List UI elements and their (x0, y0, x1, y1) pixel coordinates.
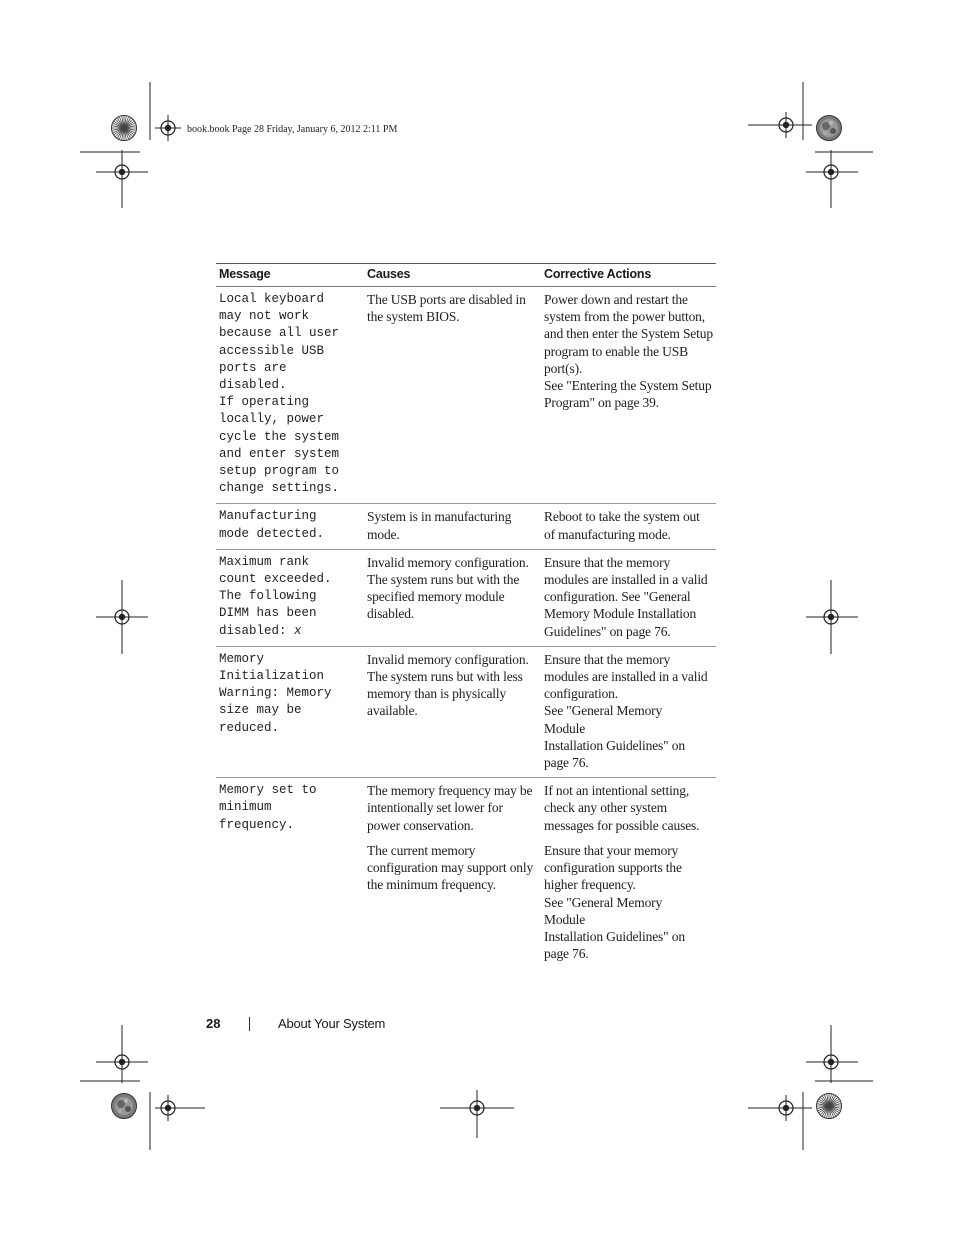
message-text: Memory set to minimum frequency. (219, 783, 317, 832)
action-reference-line: Installation Guidelines" on page 76. (544, 737, 685, 771)
action-reference-line: Module (544, 720, 586, 736)
cause-text: The current memory configuration may support only the minimum frequency. (367, 842, 534, 893)
action-reference-line: See "General Memory (544, 894, 663, 910)
action-text: Ensure that your memory configuration supports the higher frequency. (544, 842, 682, 893)
action-text: Reboot to take the system out of manufacturing mode. (544, 509, 700, 542)
cause-text: System is in manufacturing mode. (367, 509, 512, 542)
action-reference: See "Entering the System Setup Program" on page 39. (544, 378, 712, 411)
running-header: book.book Page 28 Friday, January 6, 2012 2:11 PM (187, 124, 398, 135)
column-header-causes: Causes (364, 264, 541, 287)
column-header-corrective-actions: Corrective Actions (541, 264, 716, 287)
action-text: If not an intentional setting, check any other system messages for possible causes. (544, 783, 700, 833)
table-row (216, 549, 716, 646)
cause-text: Invalid memory configuration. The system runs but with less memory than is physically available. (367, 651, 529, 719)
table-row (216, 778, 716, 836)
cause-text: The memory frequency may be intentionally set lower for power conservation. (367, 783, 533, 833)
message-static: Maximum rank count exceeded. The following DIMM has been disabled: (219, 554, 332, 638)
message-variable: x (294, 623, 302, 638)
error-message-table (216, 263, 716, 968)
message-text: Local keyboard may not work because all user accessible USB ports are disabled. If operating locally, power cycle the system and enter system setup program to change settings. (219, 292, 340, 496)
message-text: Manufacturing mode detected. (219, 509, 325, 541)
table-row (216, 504, 716, 549)
cause-text: Invalid memory configuration. The system runs but with the specified memory module disabled. (367, 554, 529, 622)
page-number: 28 (206, 1016, 221, 1031)
cause-text: The USB ports are disabled in the system BIOS. (367, 292, 526, 325)
action-reference-line: See "General Memory (544, 703, 663, 719)
message-text (219, 554, 361, 640)
message-text: Memory Initialization Warning: Memory size may be reduced. (219, 651, 332, 735)
action-text: Ensure that the memory modules are installed in a valid configuration. (544, 651, 708, 702)
footer-divider (249, 1017, 250, 1031)
action-reference-line: Module (544, 911, 586, 927)
action-text: Ensure that the memory modules are installed in a valid configuration. See "General Memory Module Installation Guidelines" on page 76. (544, 554, 708, 639)
table-header-row (216, 264, 716, 287)
table-row (216, 287, 716, 504)
column-header-message: Message (216, 264, 364, 287)
footer-section-title: About Your System (278, 1016, 386, 1031)
table-row (216, 646, 716, 777)
action-reference-line: Installation Guidelines" on page 76. (544, 928, 685, 962)
action-text: Power down and restart the system from the power button, and then enter the System Setup program to enable the USB port(s). (544, 292, 713, 376)
